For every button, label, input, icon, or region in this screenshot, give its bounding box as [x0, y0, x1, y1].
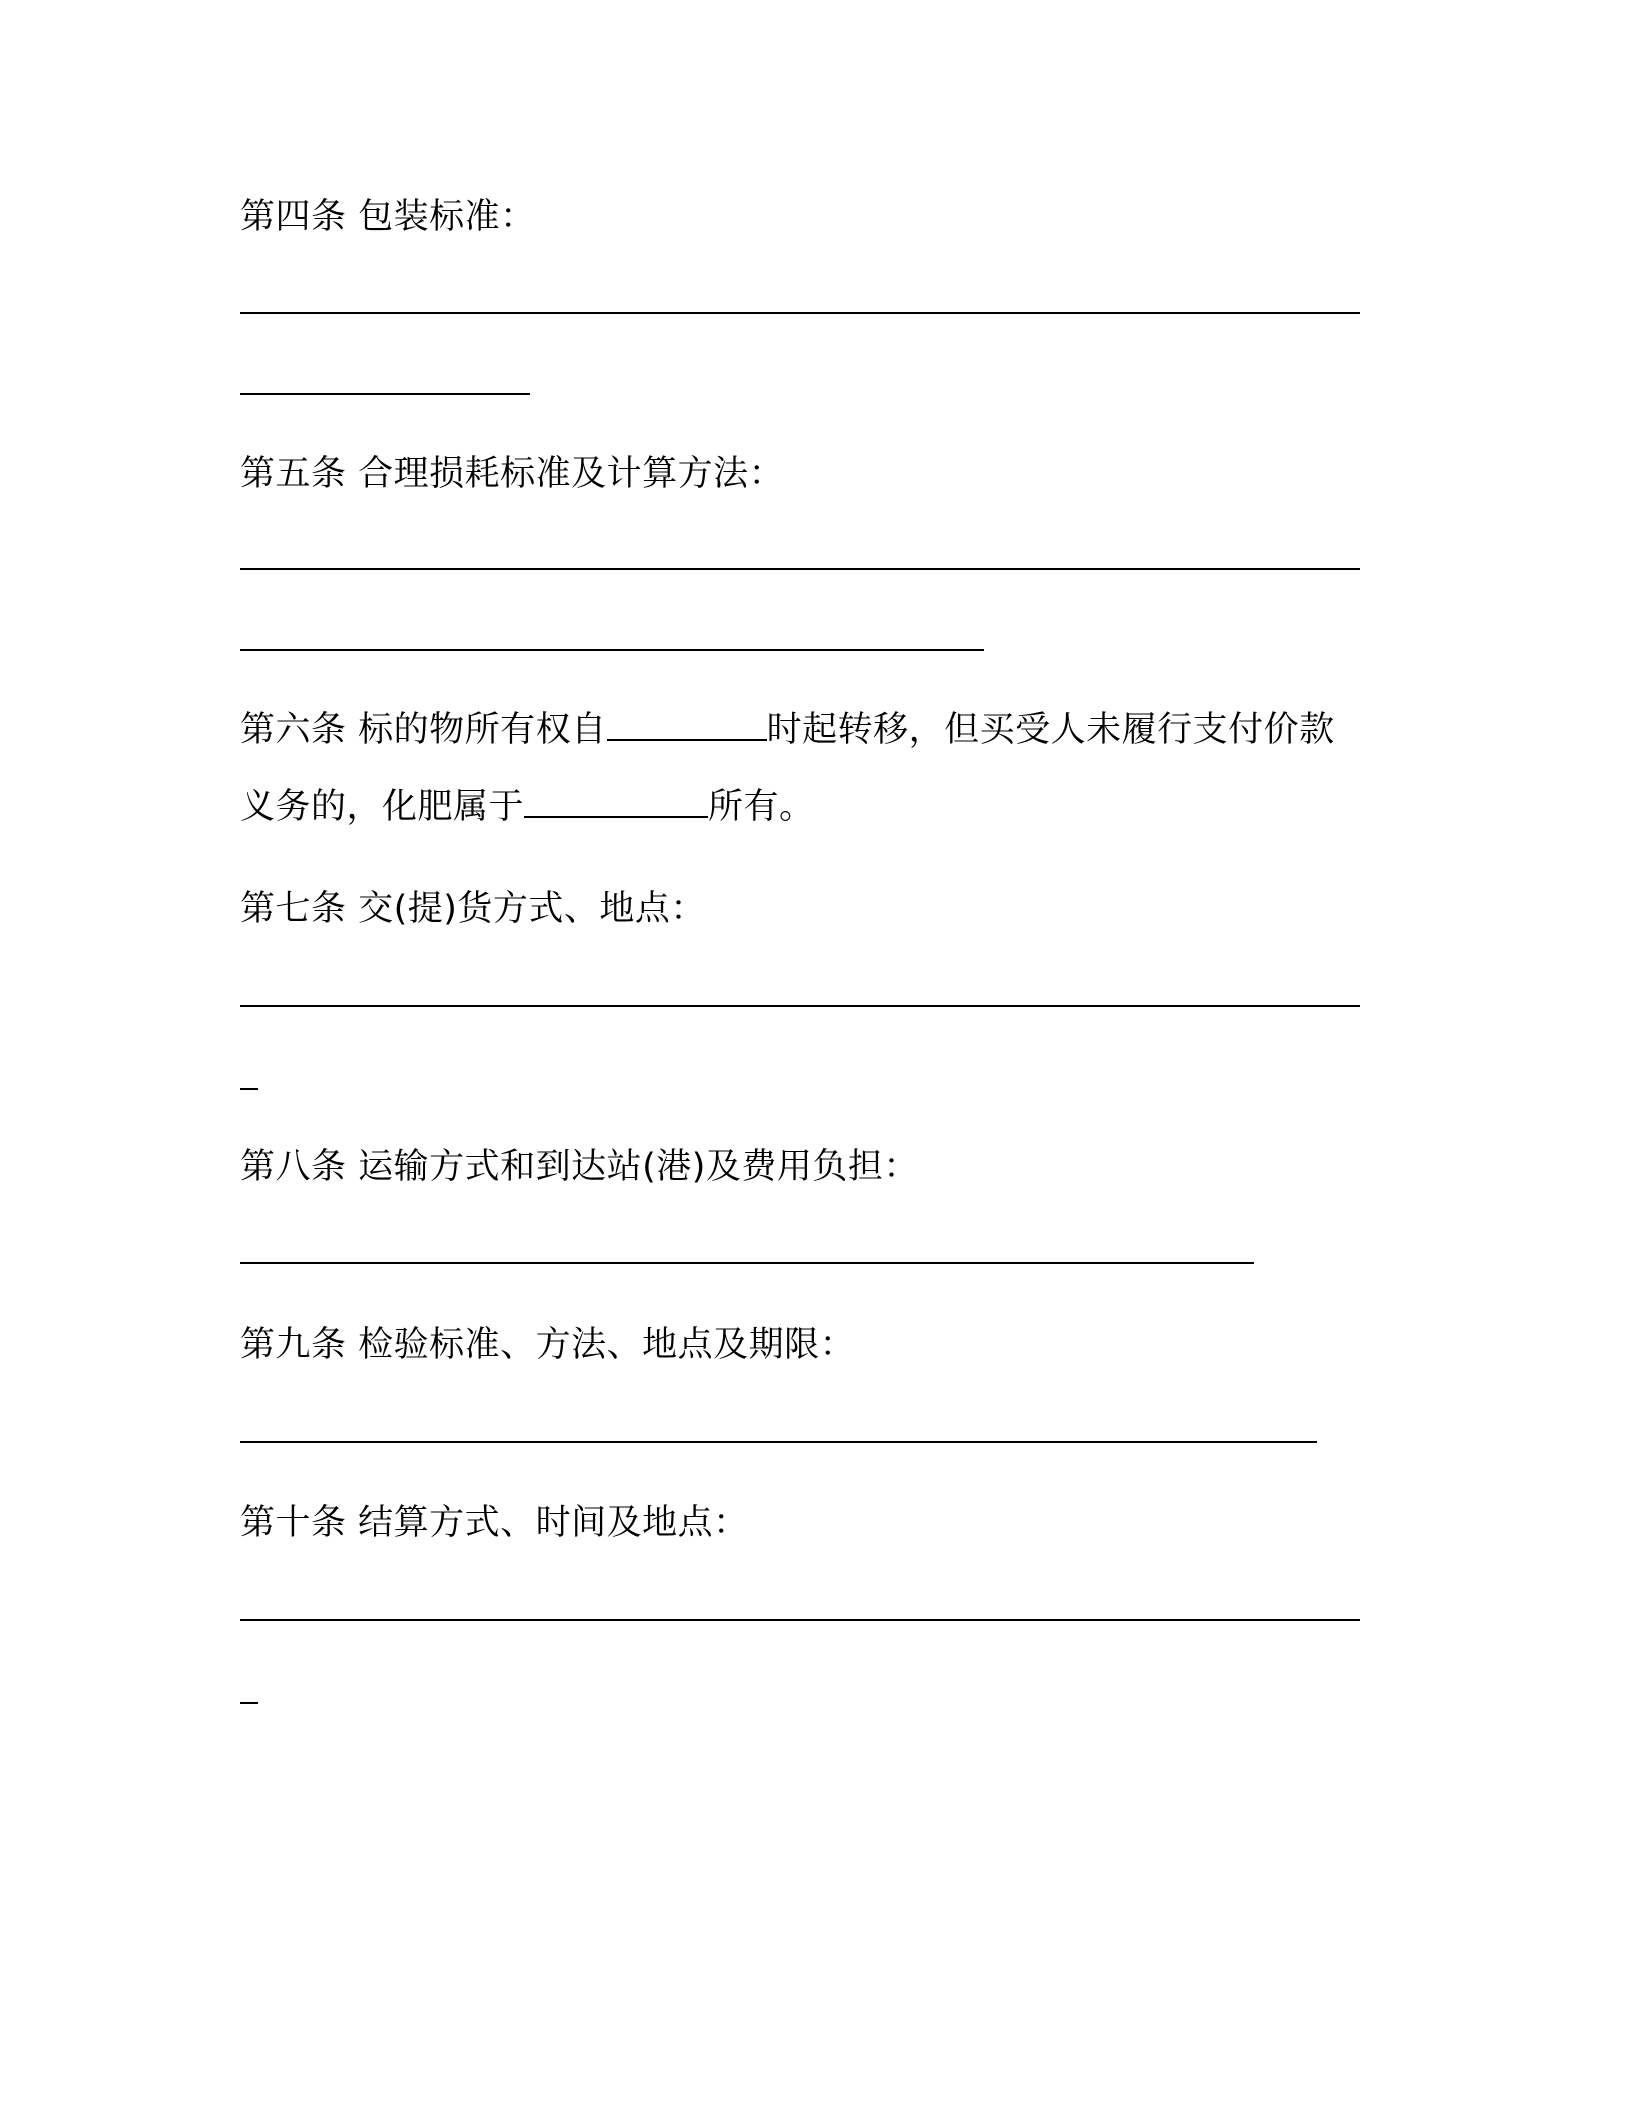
article-6-line-2	[240, 785, 815, 829]
ownership-transfer-time-blank	[607, 709, 767, 741]
article-9-heading: 第九条 检验标准、方法、地点及期限：	[240, 1325, 856, 1365]
article-7-heading: 第七条 交(提)货方式、地点：	[240, 889, 706, 929]
article-10-fill-line-2	[240, 1702, 258, 1704]
article-4-fill-line-2	[240, 393, 530, 395]
article-5-heading: 第五条 合理损耗标准及计算方法：	[240, 454, 785, 494]
article-7-fill-line-2	[240, 1088, 258, 1090]
article-4-fill-line-1	[240, 312, 1360, 314]
article-6-line-1	[240, 708, 1335, 752]
article-6-mid: 时起转移，但买受人未履行支付价款	[766, 710, 1335, 750]
article-10-heading: 第十条 结算方式、时间及地点：	[240, 1503, 749, 1543]
article-8-fill-line	[240, 1262, 1254, 1264]
article-9-fill-line	[240, 1441, 1317, 1443]
article-10-fill-line-1	[240, 1619, 1360, 1621]
article-5-fill-line-2	[240, 649, 984, 651]
article-6-line2-prefix: 义务的，化肥属于	[240, 787, 525, 827]
article-4-heading: 第四条 包装标准：	[240, 197, 536, 237]
article-8-heading: 第八条 运输方式和到达站(港)及费用负担：	[240, 1147, 919, 1187]
fertilizer-owner-blank	[524, 786, 708, 818]
article-5-fill-line-1	[240, 568, 1360, 570]
article-7-fill-line-1	[240, 1005, 1360, 1007]
article-6-line2-suffix: 所有。	[708, 787, 815, 827]
article-6-prefix: 第六条 标的物所有权自	[240, 710, 607, 750]
